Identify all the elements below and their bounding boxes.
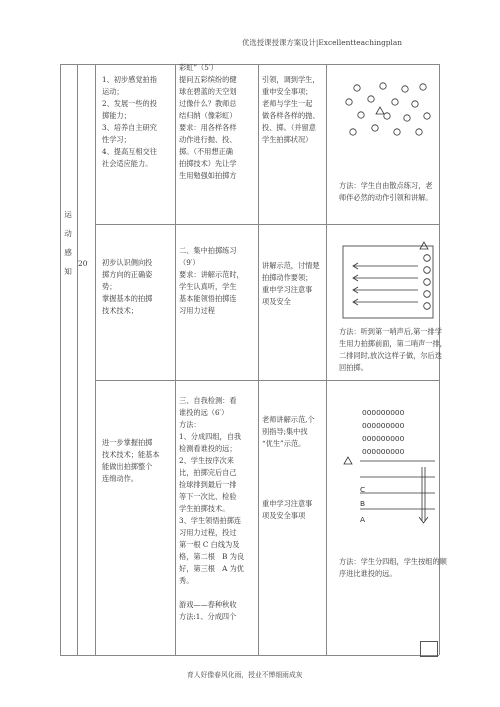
text-line: 讲解示范，讨情楚 [262,261,320,270]
text-line: 投、掷。（并留意 [262,123,316,132]
text-line: 谁投的远（6′） [179,408,229,417]
text-line [262,474,315,486]
duration-mark: ′ [87,261,89,267]
text-line: 拍掷技术）先让学 [179,159,237,168]
section-label-char: 运 [64,210,72,219]
text-line [262,450,315,462]
text-line: 二、集中拍掷练习 [179,246,237,255]
text-line: 结归纳（像彩虹） [179,111,237,120]
text-line: 项及安全 [262,297,291,306]
line-b-label: B [360,499,366,508]
text-line: 三、自我检测：看 [179,396,237,405]
text-line: 重申安全事项； [262,87,313,96]
text-line: 方法：学生分四组，学生按组的顺 [339,557,447,566]
text-line: 重申学习注意事 [262,285,313,294]
text-line: 回拍掷。 [339,363,368,372]
text-line: 技术技术；能基本 [102,450,160,459]
text-line: 方法:1、分成四个 [179,612,237,621]
text-line [262,462,315,474]
text-line [262,486,315,498]
text-line: 能做出拍掷整个 [102,462,153,471]
row2-method [339,326,447,374]
text-line: 初步认识侧向投 [102,258,153,267]
text-line: 老师与学生一起 [262,99,313,108]
text-line: 掷方向的正确姿 [102,270,153,279]
col-line-left [60,64,61,655]
text-line: 性学习； [102,135,131,144]
text-line: 方法： [179,420,201,429]
text-line: 拍掷动作要领； [262,273,313,282]
text-line: 3、学生领悟拍掷连 [179,516,242,525]
row3-method [339,556,447,580]
text-line: 项及安全事项 [262,511,306,520]
text-line: 学生认真听，学生 [179,282,237,291]
text-line: 捡球排到最后一排 [179,480,237,489]
duration-value: 20 [78,259,88,268]
section-label-char: 感 [64,248,72,257]
row3-objectives [102,437,160,485]
text-line: 技术技术； [102,306,138,315]
row3-content [179,395,244,623]
text-line: 习用力过程，投过 [179,528,237,537]
text-line: 进一步掌握拍掷 [102,438,153,447]
text-line: 重申学习注意事 [262,499,313,508]
throwing-drill-diagram [342,238,436,320]
text-line: 过像什么？教师总 [179,99,237,108]
text-line: 要求：讲解示范时， [179,270,244,279]
line-c-label: C [360,485,366,494]
text-line: 游戏——春种秋收 [179,600,237,609]
text-line: 序进比谁投的远。 [339,569,397,578]
distance-lines-diagram [340,455,436,525]
text-line: 等下一次比、检验 [179,492,237,501]
student-row: 000000000 [362,421,405,430]
text-line: 比，拍掷完后自己 [179,468,237,477]
text-line: 3、培养自主研究 [102,123,157,132]
page-footer: 育人好像春风化雨，授业不惮细雨成灰 [187,671,303,679]
text-line: 势； [102,282,117,291]
text-line: 社会适应能力。 [102,159,153,168]
text-line: 提问五彩缤纷的健 [179,75,237,84]
small-box [420,641,438,657]
text-line: 连绵动作。 [102,474,138,483]
text-line: 生用勉强如拍掷方 [179,171,237,180]
row3-teacher [262,414,315,522]
text-line: 格，第二根 B 为良 [179,552,245,561]
text-line: 运动； [102,87,124,96]
page-header: 优选授课授课方案设计|Excellentteachingplan [242,38,403,47]
text-line: 掷能力； [102,111,131,120]
row1-method: 方法：学生自由散点练习，老师伴必然的动作引领和讲解。 [339,181,433,202]
text-line: 方法：听到第一哨声后,第一排学 [339,327,442,336]
row2-teacher [262,260,320,308]
line-a-label: A [360,515,366,524]
section-label [62,205,74,281]
table-bottom-border [60,655,439,656]
student-row: 000000000 [362,434,405,443]
col-line-1 [77,64,78,655]
text-line: 2、学生按序次来 [179,456,234,465]
section-label-char: 知 [64,267,72,276]
scattered-formation-diagram [335,80,435,160]
student-row: 000000000 [362,447,405,456]
text-line: 老师讲解示范,个 [262,415,315,424]
text-line: 1、分成四组，自我 [179,432,242,441]
row1-objectives [102,74,157,170]
text-line: 学生拍掷状况） [262,135,313,144]
student-row: 000000000 [362,408,405,417]
text-line [179,587,244,599]
text-line: 基本能领悟拍掷连 [179,294,237,303]
text-line: 别指导;集中找 [262,427,308,436]
row2-content [179,245,244,317]
text-line: 习用力过程 [179,306,215,315]
row-divider-2 [95,380,439,381]
text-line: 动作进行抛、投、 [179,135,237,144]
text-line: 2、发展一些的投 [102,99,157,108]
col-line-2 [95,64,96,655]
text-line: 二排同时,放次这样子做，尔后迭 [339,351,442,360]
text-line: 好，第三根 A 为优 [179,564,244,573]
row1-content [179,62,237,182]
table-top-border [60,64,439,65]
row-divider-1 [95,224,439,225]
text-line: 要求：用各样各样 [179,123,237,132]
row1-teacher [262,74,320,146]
col-line-5 [326,64,327,655]
text-line: 1、初步感觉拍指 [102,75,157,84]
text-line: 生用力拍掷前面，第二哨声一排， [339,339,447,348]
text-line: 球在碧蓝的天空划 [179,87,237,96]
text-line: “优生”示范。 [262,439,306,448]
text-line: 秀。 [179,576,194,585]
section-label-char: 动 [64,229,72,238]
text-line: 掌握基本的拍掷 [102,294,153,303]
col-line-4 [258,64,259,655]
text-line: 第一根 C 白线为及 [179,540,240,549]
duration [78,258,89,270]
text-line: （9′） [179,258,200,267]
text-line: 掷。（不用想正确 [179,147,233,156]
text-line: 引领，调到学生， [262,75,320,84]
student-rows [362,406,404,458]
row2-objectives [102,257,152,317]
text-line: 4、提高互相交往 [102,147,157,156]
text-line: 学生拍掷技术。 [179,504,230,513]
text-line: 检测看谁投的远； [179,444,237,453]
text-line: 做各样各样的抛、 [262,111,320,120]
text-line: 彩虹”（5′） [179,63,218,72]
col-line-3 [175,64,176,655]
